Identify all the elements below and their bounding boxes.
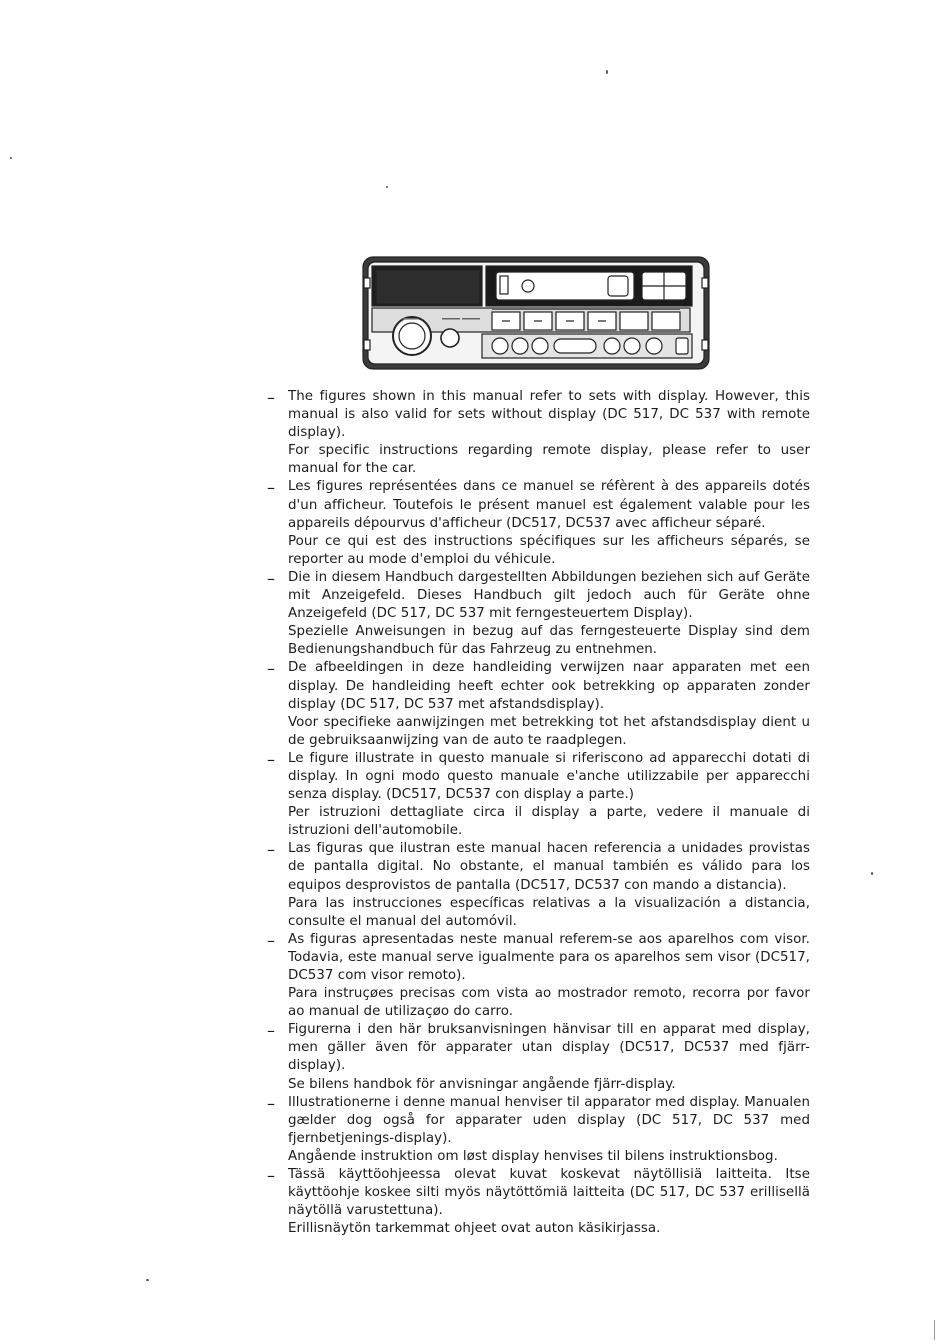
bullet-dash: – xyxy=(267,568,275,588)
note-da xyxy=(262,1094,810,1166)
note-subparagraph: Para las instrucciones específicas relativas a la visualización a distancia, consulte el manual del automóvil. xyxy=(288,895,810,929)
bullet-dash: – xyxy=(267,930,275,950)
note-subparagraph: Pour ce qui est des instructions spécifiques sur les afficheurs séparés, se reporter au mode d'emploi du véhicule. xyxy=(288,533,810,567)
note-paragraph: As figuras apresentadas neste manual referem-se aos aparelhos com visor. Todavia, este manual serve igualmente para os aparelhos sem visor (DC517, DC537 com visor remoto). xyxy=(288,931,810,983)
bullet-dash: – xyxy=(267,1166,275,1186)
note-subparagraph: For specific instructions regarding remote display, please refer to user manual for the car. xyxy=(288,443,810,477)
note-paragraph: Le figure illustrate in questo manuale si riferiscono ad apparecchi dotati di display. In ogni modo questo manuale e'anche utilizzabile per apparecchi senza display. (DC517, DC537 con display a parte.) xyxy=(288,750,810,803)
note-subparagraph: Erillisnäytön tarkemmat ohjeet ovat auton käsikirjassa. xyxy=(288,1221,661,1237)
bullet-dash: – xyxy=(267,659,275,679)
note-subparagraph: Se bilens handbok för anvisningar angående fjärr-display. xyxy=(288,1076,676,1092)
note-paragraph: Die in diesem Handbuch dargestellten Abbildungen beziehen sich auf Geräte mit Anzeigefeld. Dieses Handbuch gilt jedoch auch für Geräte ohne Anzeigefeld (DC 517, DC 537 mit ferngesteuertem Display). xyxy=(288,569,810,622)
note-de xyxy=(262,569,810,659)
multilingual-notes xyxy=(262,388,810,1238)
bullet-dash: – xyxy=(267,749,275,769)
scan-speck xyxy=(606,70,608,74)
note-nl xyxy=(262,659,810,749)
note-paragraph: Illustrationerne i denne manual henviser til apparator med display. Manualen gælder dog også for apparater uden display (DC 517, DC 537 med fjernbetjenings-display). xyxy=(288,1094,810,1146)
scan-speck xyxy=(10,157,12,159)
note-pt xyxy=(262,931,810,1021)
note-paragraph: Tässä käyttöohjeessa olevat kuvat koskevat näytöllisiä laitteita. Itse käyttöohje koskee silti myös näytöttömiä laitteita (DC 517, DC 537 erillisellä näytöllä varustettuna). xyxy=(288,1167,810,1219)
note-fr xyxy=(262,478,810,568)
bullet-dash: – xyxy=(267,1021,275,1041)
scan-speck xyxy=(871,872,873,875)
note-paragraph: Figurerna i den här bruksanvisningen hänvisar till en apparat med display, men gäller även för apparater utan display (DC517, DC537 med fjärr-display). xyxy=(288,1022,810,1074)
scan-speck xyxy=(146,1279,149,1281)
note-subparagraph: Spezielle Anweisungen in bezug auf das ferngesteuerte Display sind dem Bedienungshandbuch für das Fahrzeug zu entnehmen. xyxy=(288,624,810,658)
scan-speck xyxy=(934,1320,935,1340)
note-it xyxy=(262,750,810,840)
scan-speck xyxy=(386,186,388,188)
note-paragraph: De afbeeldingen in deze handleiding verwijzen naar apparaten met een display. De handleiding heeft echter ook betrekking op apparaten zonder display (DC 517, DC 537 met afstandsdisplay). xyxy=(288,660,810,712)
bullet-dash: – xyxy=(267,388,275,407)
car-radio-figure xyxy=(362,256,710,370)
note-es xyxy=(262,840,810,930)
note-paragraph: The figures shown in this manual refer to sets with display. However, this manual is also valid for sets without display (DC 517, DC 537 with remote display). xyxy=(288,389,810,441)
note-paragraph: Les figures représentées dans ce manuel se réfèrent à des appareils dotés d'un afficheur. Toutefois le présent manuel est également valable pour les appareils dépourvus d'afficheur (DC517, DC537 avec afficheur séparé. xyxy=(288,479,810,531)
note-subparagraph: Per istruzioni dettagliate circa il display a parte, vedere il manuale di istruzioni dell'automobile. xyxy=(288,805,810,839)
note-subparagraph: Angående instruktion om løst display henvises til bilens instruktionsbog. xyxy=(288,1148,778,1164)
note-fi xyxy=(262,1166,810,1238)
note-subparagraph: Para instruçøes precisas com vista ao mostrador remoto, recorra por favor ao manual de utilizaçøo do carro. xyxy=(288,986,810,1020)
note-sv xyxy=(262,1021,810,1093)
note-en xyxy=(262,388,810,478)
bullet-dash: – xyxy=(267,1093,275,1113)
bullet-dash: – xyxy=(267,840,275,860)
bullet-dash: – xyxy=(267,478,275,498)
note-subparagraph: Voor specifieke aanwijzingen met betrekking tot het afstandsdisplay dient u de gebruiksaanwijzing van de auto te raadplegen. xyxy=(288,714,810,748)
note-paragraph: Las figuras que ilustran este manual hacen referencia a unidades provistas de pantalla digital. No obstante, el manual también es válido para los equipos desprovistos de pantalla (DC517, DC537 con mando a distancia). xyxy=(288,841,810,893)
